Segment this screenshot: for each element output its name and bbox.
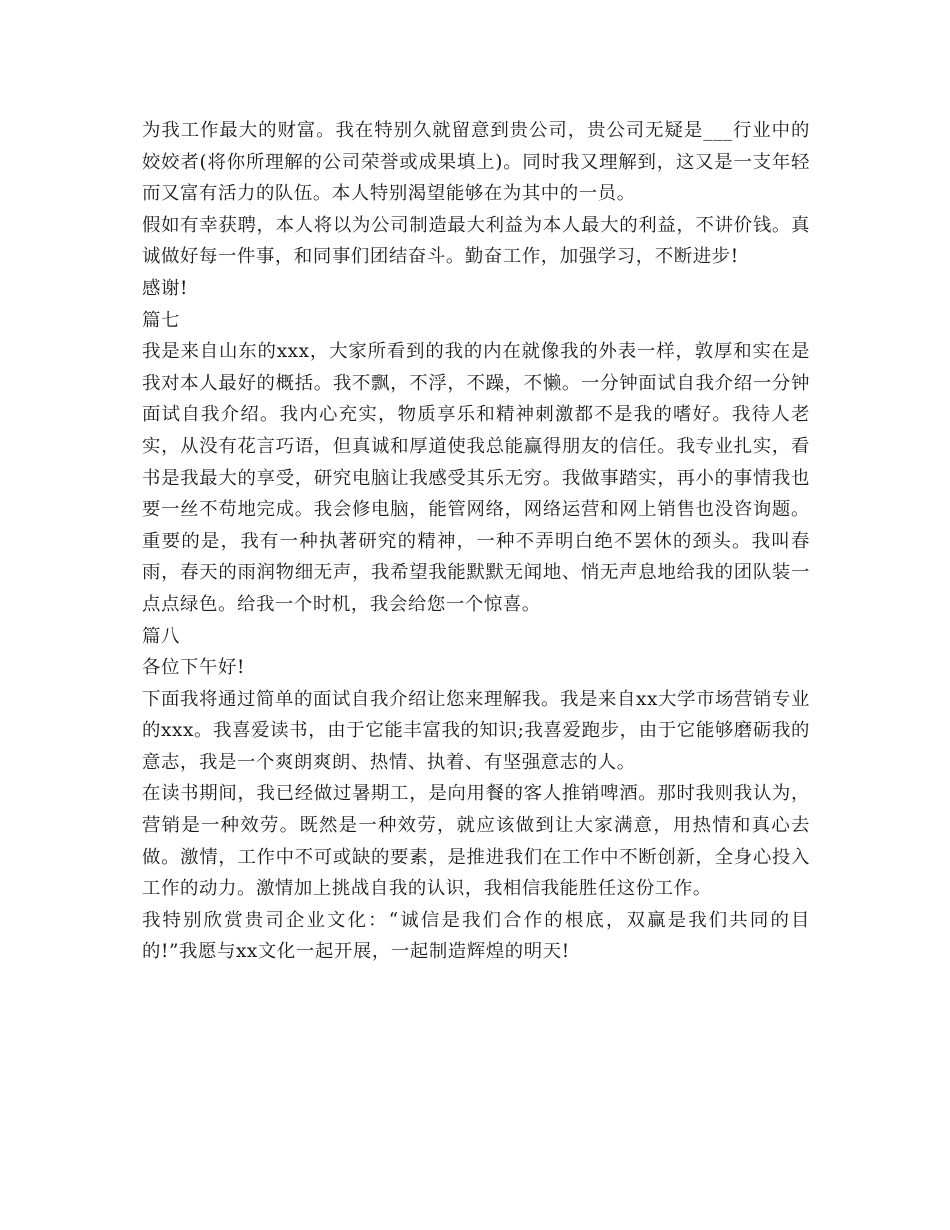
section-heading-8: 篇八 [142,625,180,647]
paragraph-greeting: 各位下午好! [142,657,245,679]
paragraph-continuation: 为我工作最大的财富。我在特别久就留意到贵公司，贵公司无疑是___行业中的姣姣者(将你所理解的公司荣誉或成果填上)。同时我又理解到，这又是一支年轻而又富有活力的队伍。本人特别渴望能够在为其中的一员。 [142,120,810,205]
document-body [142,115,810,968]
paragraph-promise: 假如有幸获聘，本人将以为公司制造最大利益为本人最大的利益，不讲价钱。真诚做好每一件事，和同事们团结奋斗。勤奋工作，加强学习，不断进步! [142,214,810,268]
paragraph-culture: 我特别欣赏贵司企业文化：“诚信是我们合作的根底，双赢是我们共同的目的!”我愿与xx文化一起开展，一起制造辉煌的明天! [142,909,810,963]
paragraph-intro: 下面我将通过简单的面试自我介绍让您来理解我。我是来自xx大学市场营销专业的xxx。我喜爱读书，由于它能丰富我的知识;我喜爱跑步，由于它能够磨砺我的意志，我是一个爽朗爽朗、热情、执着、有坚强意志的人。 [142,688,810,773]
section-heading-7: 篇七 [142,309,180,331]
paragraph-thanks: 感谢! [142,277,188,299]
paragraph-experience: 在读书期间，我已经做过暑期工，是向用餐的客人推销啤酒。那时我则我认为，营销是一种效劳。既然是一种效劳，就应该做到让大家满意，用热情和真心去做。激情，工作中不可或缺的要素，是推进我们在工作中不断创新，全身心投入工作的动力。激情加上挑战自我的认识，我相信我能胜任这份工作。 [142,783,810,900]
paragraph-section-7: 我是来自山东的xxx，大家所看到的我的内在就像我的外表一样，敦厚和实在是我对本人最好的概括。我不飘，不浮，不躁，不懒。一分钟面试自我介绍一分钟面试自我介绍。我内心充实，物质享乐和精神刺激都不是我的嗜好。我待人老实，从没有花言巧语，但真诚和厚道使我总能赢得朋友的信任。我专业扎实，看书是我最大的享受，研究电脑让我感受其乐无穷。我做事踏实，再小的事情我也要一丝不苟地完成。我会修电脑，能管网络，网络运营和网上销售也没咨询题。重要的是，我有一种执著研究的精神，一种不弄明白绝不罢休的颈头。我叫春雨，春天的雨润物细无声，我希望我能默默无闻地、悄无声息地给我的团队装一点点绿色。给我一个时机，我会给您一个惊喜。 [142,341,810,615]
